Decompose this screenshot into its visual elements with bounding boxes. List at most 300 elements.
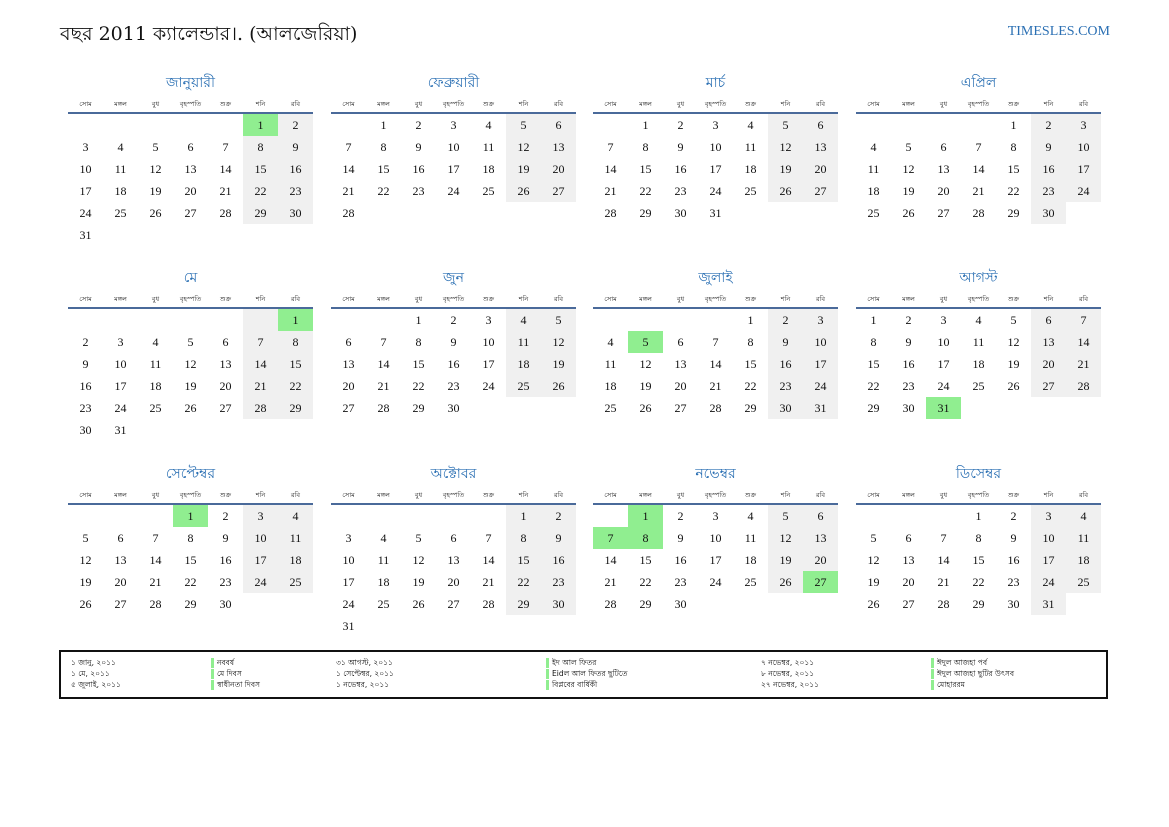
day-cell[interactable]: 1: [870, 313, 877, 327]
day-cell[interactable]: 10: [709, 140, 722, 154]
day-cell[interactable]: 17: [342, 575, 355, 589]
day-cell[interactable]: 9: [677, 140, 684, 154]
day-cell[interactable]: 9: [1010, 531, 1017, 545]
day-cell[interactable]: 7: [485, 531, 492, 545]
day-cell[interactable]: 7: [152, 531, 159, 545]
day-cell[interactable]: 2: [768, 309, 803, 331]
day-cell[interactable]: 13: [114, 553, 127, 567]
day-cell[interactable]: 1: [975, 509, 982, 523]
day-cell[interactable]: 31: [342, 619, 355, 633]
day-cell[interactable]: 4: [485, 118, 492, 132]
day-cell[interactable]: 23: [412, 184, 425, 198]
day-cell[interactable]: 6: [222, 335, 229, 349]
day-cell[interactable]: 8: [506, 527, 541, 549]
day-cell[interactable]: 23: [541, 571, 576, 593]
day-cell[interactable]: 25: [744, 184, 757, 198]
day-cell[interactable]: 29: [639, 206, 652, 220]
day-cell[interactable]: 30: [1007, 597, 1020, 611]
day-cell[interactable]: 20: [803, 549, 838, 571]
day-cell[interactable]: 8: [278, 331, 313, 353]
day-cell[interactable]: 25: [604, 401, 617, 415]
day-cell[interactable]: 19: [541, 353, 576, 375]
day-cell[interactable]: 26: [768, 571, 803, 593]
day-cell[interactable]: 1: [642, 118, 649, 132]
day-cell[interactable]: 17: [803, 353, 838, 375]
day-cell[interactable]: 24: [803, 375, 838, 397]
day-cell[interactable]: 26: [541, 375, 576, 397]
day-cell[interactable]: 28: [709, 401, 722, 415]
day-cell[interactable]: 28: [604, 597, 617, 611]
day-cell[interactable]: 6: [803, 505, 838, 527]
day-cell[interactable]: 11: [744, 140, 757, 154]
day-cell[interactable]: 15: [278, 353, 313, 375]
day-cell[interactable]: 3: [485, 313, 492, 327]
day-cell[interactable]: 2: [450, 313, 457, 327]
day-cell[interactable]: 14: [377, 357, 390, 371]
day-cell[interactable]: 18: [482, 162, 495, 176]
day-cell[interactable]: 15: [972, 553, 985, 567]
day-cell[interactable]: 6: [677, 335, 684, 349]
day-cell[interactable]: 30: [674, 597, 687, 611]
day-cell[interactable]: 10: [79, 162, 92, 176]
day-cell[interactable]: 16: [541, 549, 576, 571]
day-cell[interactable]: 17: [243, 549, 278, 571]
day-cell[interactable]: 5: [768, 114, 803, 136]
day-cell[interactable]: 16: [1007, 553, 1020, 567]
day-cell[interactable]: 10: [709, 531, 722, 545]
day-cell[interactable]: 24: [937, 379, 950, 393]
day-cell[interactable]: 19: [79, 575, 92, 589]
day-cell[interactable]: 5: [506, 114, 541, 136]
holiday-day-cell[interactable]: 1: [243, 114, 278, 136]
day-cell[interactable]: 11: [114, 162, 127, 176]
day-cell[interactable]: 29: [867, 401, 880, 415]
day-cell[interactable]: 22: [639, 184, 652, 198]
day-cell[interactable]: 19: [506, 158, 541, 180]
site-link[interactable]: TIMESLES.COM: [1007, 24, 1110, 39]
day-cell[interactable]: 7: [940, 531, 947, 545]
day-cell[interactable]: 24: [709, 575, 722, 589]
day-cell[interactable]: 8: [380, 140, 387, 154]
day-cell[interactable]: 6: [450, 531, 457, 545]
day-cell[interactable]: 18: [377, 575, 390, 589]
day-cell[interactable]: 29: [744, 401, 757, 415]
day-cell[interactable]: 31: [803, 397, 838, 419]
day-cell[interactable]: 28: [937, 597, 950, 611]
day-cell[interactable]: 12: [902, 162, 915, 176]
day-cell[interactable]: 14: [219, 162, 232, 176]
day-cell[interactable]: 16: [674, 162, 687, 176]
day-cell[interactable]: 28: [149, 597, 162, 611]
day-cell[interactable]: 14: [243, 353, 278, 375]
day-cell[interactable]: 4: [747, 118, 754, 132]
day-cell[interactable]: 21: [709, 379, 722, 393]
day-cell[interactable]: 17: [114, 379, 127, 393]
day-cell[interactable]: 29: [506, 593, 541, 615]
day-cell[interactable]: 14: [342, 162, 355, 176]
day-cell[interactable]: 27: [1031, 375, 1066, 397]
day-cell[interactable]: 25: [1066, 571, 1101, 593]
holiday-day-cell[interactable]: 5: [628, 331, 663, 353]
day-cell[interactable]: 8: [187, 531, 194, 545]
day-cell[interactable]: 18: [1066, 549, 1101, 571]
day-cell[interactable]: 19: [1007, 357, 1020, 371]
day-cell[interactable]: 19: [412, 575, 425, 589]
day-cell[interactable]: 30: [541, 593, 576, 615]
day-cell[interactable]: 2: [1010, 509, 1017, 523]
day-cell[interactable]: 23: [902, 379, 915, 393]
day-cell[interactable]: 20: [803, 158, 838, 180]
day-cell[interactable]: 28: [1066, 375, 1101, 397]
day-cell[interactable]: 8: [975, 531, 982, 545]
day-cell[interactable]: 24: [482, 379, 495, 393]
day-cell[interactable]: 17: [937, 357, 950, 371]
day-cell[interactable]: 22: [377, 184, 390, 198]
day-cell[interactable]: 8: [1010, 140, 1017, 154]
day-cell[interactable]: 8: [243, 136, 278, 158]
day-cell[interactable]: 12: [149, 162, 162, 176]
day-cell[interactable]: 2: [415, 118, 422, 132]
day-cell[interactable]: 7: [380, 335, 387, 349]
day-cell[interactable]: 20: [541, 158, 576, 180]
day-cell[interactable]: 10: [447, 140, 460, 154]
holiday-day-cell[interactable]: 1: [628, 505, 663, 527]
day-cell[interactable]: 2: [677, 509, 684, 523]
day-cell[interactable]: 23: [278, 180, 313, 202]
day-cell[interactable]: 10: [1066, 136, 1101, 158]
day-cell[interactable]: 24: [114, 401, 127, 415]
day-cell[interactable]: 13: [937, 162, 950, 176]
day-cell[interactable]: 18: [604, 379, 617, 393]
day-cell[interactable]: 16: [768, 353, 803, 375]
day-cell[interactable]: 6: [940, 140, 947, 154]
day-cell[interactable]: 18: [278, 549, 313, 571]
day-cell[interactable]: 23: [1007, 575, 1020, 589]
day-cell[interactable]: 23: [674, 575, 687, 589]
day-cell[interactable]: 6: [541, 114, 576, 136]
day-cell[interactable]: 20: [342, 379, 355, 393]
day-cell[interactable]: 15: [377, 162, 390, 176]
day-cell[interactable]: 26: [79, 597, 92, 611]
day-cell[interactable]: 26: [867, 597, 880, 611]
day-cell[interactable]: 3: [712, 118, 719, 132]
day-cell[interactable]: 14: [709, 357, 722, 371]
day-cell[interactable]: 9: [905, 335, 912, 349]
day-cell[interactable]: 10: [243, 527, 278, 549]
day-cell[interactable]: 8: [747, 335, 754, 349]
day-cell[interactable]: 29: [243, 202, 278, 224]
day-cell[interactable]: 1: [380, 118, 387, 132]
day-cell[interactable]: 1: [1010, 118, 1017, 132]
day-cell[interactable]: 29: [1007, 206, 1020, 220]
day-cell[interactable]: 4: [747, 509, 754, 523]
day-cell[interactable]: 18: [149, 379, 162, 393]
day-cell[interactable]: 24: [447, 184, 460, 198]
day-cell[interactable]: 31: [1031, 593, 1066, 615]
day-cell[interactable]: 30: [674, 206, 687, 220]
holiday-day-cell[interactable]: 27: [803, 571, 838, 593]
day-cell[interactable]: 19: [902, 184, 915, 198]
day-cell[interactable]: 31: [709, 206, 722, 220]
day-cell[interactable]: 25: [377, 597, 390, 611]
day-cell[interactable]: 11: [604, 357, 617, 371]
day-cell[interactable]: 5: [541, 309, 576, 331]
day-cell[interactable]: 7: [1066, 309, 1101, 331]
day-cell[interactable]: 5: [82, 531, 89, 545]
day-cell[interactable]: 3: [803, 309, 838, 331]
day-cell[interactable]: 29: [412, 401, 425, 415]
day-cell[interactable]: 13: [1031, 331, 1066, 353]
day-cell[interactable]: 21: [219, 184, 232, 198]
day-cell[interactable]: 19: [867, 575, 880, 589]
day-cell[interactable]: 11: [1066, 527, 1101, 549]
day-cell[interactable]: 15: [184, 553, 197, 567]
day-cell[interactable]: 23: [1031, 180, 1066, 202]
day-cell[interactable]: 9: [677, 531, 684, 545]
day-cell[interactable]: 11: [506, 331, 541, 353]
day-cell[interactable]: 5: [1010, 313, 1017, 327]
day-cell[interactable]: 24: [1031, 571, 1066, 593]
day-cell[interactable]: 1: [415, 313, 422, 327]
day-cell[interactable]: 21: [604, 575, 617, 589]
day-cell[interactable]: 7: [222, 140, 229, 154]
day-cell[interactable]: 23: [79, 401, 92, 415]
day-cell[interactable]: 24: [709, 184, 722, 198]
day-cell[interactable]: 22: [278, 375, 313, 397]
day-cell[interactable]: 11: [377, 553, 390, 567]
day-cell[interactable]: 25: [506, 375, 541, 397]
day-cell[interactable]: 29: [184, 597, 197, 611]
day-cell[interactable]: 8: [870, 335, 877, 349]
day-cell[interactable]: 25: [482, 184, 495, 198]
day-cell[interactable]: 19: [768, 549, 803, 571]
day-cell[interactable]: 18: [744, 162, 757, 176]
day-cell[interactable]: 11: [867, 162, 880, 176]
day-cell[interactable]: 12: [184, 357, 197, 371]
day-cell[interactable]: 31: [79, 228, 92, 242]
day-cell[interactable]: 7: [243, 331, 278, 353]
day-cell[interactable]: 18: [972, 357, 985, 371]
day-cell[interactable]: 21: [377, 379, 390, 393]
day-cell[interactable]: 17: [1066, 158, 1101, 180]
day-cell[interactable]: 4: [870, 140, 877, 154]
day-cell[interactable]: 16: [674, 553, 687, 567]
day-cell[interactable]: 13: [803, 527, 838, 549]
day-cell[interactable]: 6: [803, 114, 838, 136]
day-cell[interactable]: 26: [639, 401, 652, 415]
day-cell[interactable]: 21: [149, 575, 162, 589]
day-cell[interactable]: 11: [278, 527, 313, 549]
day-cell[interactable]: 20: [1031, 353, 1066, 375]
day-cell[interactable]: 26: [184, 401, 197, 415]
day-cell[interactable]: 12: [79, 553, 92, 567]
day-cell[interactable]: 14: [149, 553, 162, 567]
day-cell[interactable]: 29: [972, 597, 985, 611]
day-cell[interactable]: 20: [674, 379, 687, 393]
day-cell[interactable]: 20: [184, 184, 197, 198]
day-cell[interactable]: 16: [902, 357, 915, 371]
day-cell[interactable]: 4: [152, 335, 159, 349]
day-cell[interactable]: 15: [744, 357, 757, 371]
day-cell[interactable]: 9: [222, 531, 229, 545]
day-cell[interactable]: 14: [972, 162, 985, 176]
day-cell[interactable]: 10: [803, 331, 838, 353]
day-cell[interactable]: 27: [674, 401, 687, 415]
day-cell[interactable]: 24: [1066, 180, 1101, 202]
day-cell[interactable]: 5: [152, 140, 159, 154]
day-cell[interactable]: 9: [82, 357, 89, 371]
day-cell[interactable]: 11: [482, 140, 495, 154]
day-cell[interactable]: 14: [604, 553, 617, 567]
day-cell[interactable]: 22: [639, 575, 652, 589]
day-cell[interactable]: 5: [187, 335, 194, 349]
day-cell[interactable]: 31: [114, 423, 127, 437]
day-cell[interactable]: 27: [447, 597, 460, 611]
day-cell[interactable]: 20: [937, 184, 950, 198]
day-cell[interactable]: 5: [905, 140, 912, 154]
day-cell[interactable]: 30: [278, 202, 313, 224]
day-cell[interactable]: 10: [342, 553, 355, 567]
day-cell[interactable]: 8: [642, 140, 649, 154]
day-cell[interactable]: 2: [1031, 114, 1066, 136]
day-cell[interactable]: 25: [972, 379, 985, 393]
day-cell[interactable]: 30: [79, 423, 92, 437]
day-cell[interactable]: 28: [219, 206, 232, 220]
day-cell[interactable]: 25: [114, 206, 127, 220]
day-cell[interactable]: 30: [447, 401, 460, 415]
day-cell[interactable]: 7: [975, 140, 982, 154]
day-cell[interactable]: 20: [902, 575, 915, 589]
day-cell[interactable]: 4: [607, 335, 614, 349]
holiday-day-cell[interactable]: 1: [173, 505, 208, 527]
day-cell[interactable]: 22: [744, 379, 757, 393]
day-cell[interactable]: 13: [902, 553, 915, 567]
day-cell[interactable]: 18: [114, 184, 127, 198]
day-cell[interactable]: 4: [975, 313, 982, 327]
day-cell[interactable]: 12: [768, 136, 803, 158]
holiday-day-cell[interactable]: 8: [628, 527, 663, 549]
day-cell[interactable]: 25: [867, 206, 880, 220]
day-cell[interactable]: 12: [506, 136, 541, 158]
day-cell[interactable]: 4: [278, 505, 313, 527]
day-cell[interactable]: 21: [1066, 353, 1101, 375]
day-cell[interactable]: 11: [744, 531, 757, 545]
day-cell[interactable]: 16: [278, 158, 313, 180]
day-cell[interactable]: 21: [482, 575, 495, 589]
day-cell[interactable]: 14: [604, 162, 617, 176]
day-cell[interactable]: 22: [243, 180, 278, 202]
day-cell[interactable]: 26: [768, 180, 803, 202]
day-cell[interactable]: 3: [450, 118, 457, 132]
day-cell[interactable]: 15: [1007, 162, 1020, 176]
day-cell[interactable]: 25: [278, 571, 313, 593]
day-cell[interactable]: 24: [342, 597, 355, 611]
day-cell[interactable]: 5: [415, 531, 422, 545]
day-cell[interactable]: 23: [674, 184, 687, 198]
day-cell[interactable]: 12: [768, 527, 803, 549]
day-cell[interactable]: 21: [604, 184, 617, 198]
day-cell[interactable]: 18: [506, 353, 541, 375]
day-cell[interactable]: 3: [82, 140, 89, 154]
day-cell[interactable]: 12: [639, 357, 652, 371]
day-cell[interactable]: 12: [1007, 335, 1020, 349]
day-cell[interactable]: 3: [1031, 505, 1066, 527]
day-cell[interactable]: 17: [79, 184, 92, 198]
day-cell[interactable]: 17: [1031, 549, 1066, 571]
day-cell[interactable]: 27: [342, 401, 355, 415]
day-cell[interactable]: 21: [243, 375, 278, 397]
day-cell[interactable]: 10: [1031, 527, 1066, 549]
day-cell[interactable]: 18: [867, 184, 880, 198]
day-cell[interactable]: 30: [902, 401, 915, 415]
day-cell[interactable]: 30: [768, 397, 803, 419]
day-cell[interactable]: 13: [184, 162, 197, 176]
day-cell[interactable]: 23: [447, 379, 460, 393]
day-cell[interactable]: 28: [243, 397, 278, 419]
day-cell[interactable]: 16: [447, 357, 460, 371]
day-cell[interactable]: 24: [243, 571, 278, 593]
day-cell[interactable]: 27: [937, 206, 950, 220]
day-cell[interactable]: 13: [219, 357, 232, 371]
day-cell[interactable]: 15: [639, 553, 652, 567]
day-cell[interactable]: 14: [1066, 331, 1101, 353]
day-cell[interactable]: 28: [972, 206, 985, 220]
day-cell[interactable]: 1: [747, 313, 754, 327]
day-cell[interactable]: 24: [79, 206, 92, 220]
day-cell[interactable]: 11: [149, 357, 162, 371]
day-cell[interactable]: 16: [79, 379, 92, 393]
day-cell[interactable]: 22: [506, 571, 541, 593]
day-cell[interactable]: 10: [114, 357, 127, 371]
day-cell[interactable]: 19: [768, 158, 803, 180]
day-cell[interactable]: 15: [243, 158, 278, 180]
day-cell[interactable]: 20: [447, 575, 460, 589]
day-cell[interactable]: 26: [1007, 379, 1020, 393]
day-cell[interactable]: 17: [709, 162, 722, 176]
day-cell[interactable]: 28: [482, 597, 495, 611]
day-cell[interactable]: 23: [219, 575, 232, 589]
day-cell[interactable]: 3: [345, 531, 352, 545]
holiday-day-cell[interactable]: 31: [926, 397, 961, 419]
day-cell[interactable]: 27: [803, 180, 838, 202]
day-cell[interactable]: 17: [482, 357, 495, 371]
day-cell[interactable]: 23: [768, 375, 803, 397]
day-cell[interactable]: 27: [541, 180, 576, 202]
day-cell[interactable]: 7: [345, 140, 352, 154]
day-cell[interactable]: 16: [412, 162, 425, 176]
day-cell[interactable]: 6: [1031, 309, 1066, 331]
day-cell[interactable]: 21: [937, 575, 950, 589]
day-cell[interactable]: 16: [219, 553, 232, 567]
day-cell[interactable]: 26: [506, 180, 541, 202]
day-cell[interactable]: 30: [1031, 202, 1066, 224]
day-cell[interactable]: 28: [377, 401, 390, 415]
day-cell[interactable]: 26: [412, 597, 425, 611]
day-cell[interactable]: 27: [902, 597, 915, 611]
day-cell[interactable]: 28: [604, 206, 617, 220]
day-cell[interactable]: 5: [768, 505, 803, 527]
holiday-day-cell[interactable]: 1: [278, 309, 313, 331]
day-cell[interactable]: 4: [1066, 505, 1101, 527]
day-cell[interactable]: 26: [149, 206, 162, 220]
day-cell[interactable]: 27: [114, 597, 127, 611]
day-cell[interactable]: 14: [482, 553, 495, 567]
day-cell[interactable]: 28: [342, 206, 355, 220]
day-cell[interactable]: 13: [342, 357, 355, 371]
day-cell[interactable]: 12: [541, 331, 576, 353]
day-cell[interactable]: 2: [541, 505, 576, 527]
day-cell[interactable]: 21: [972, 184, 985, 198]
